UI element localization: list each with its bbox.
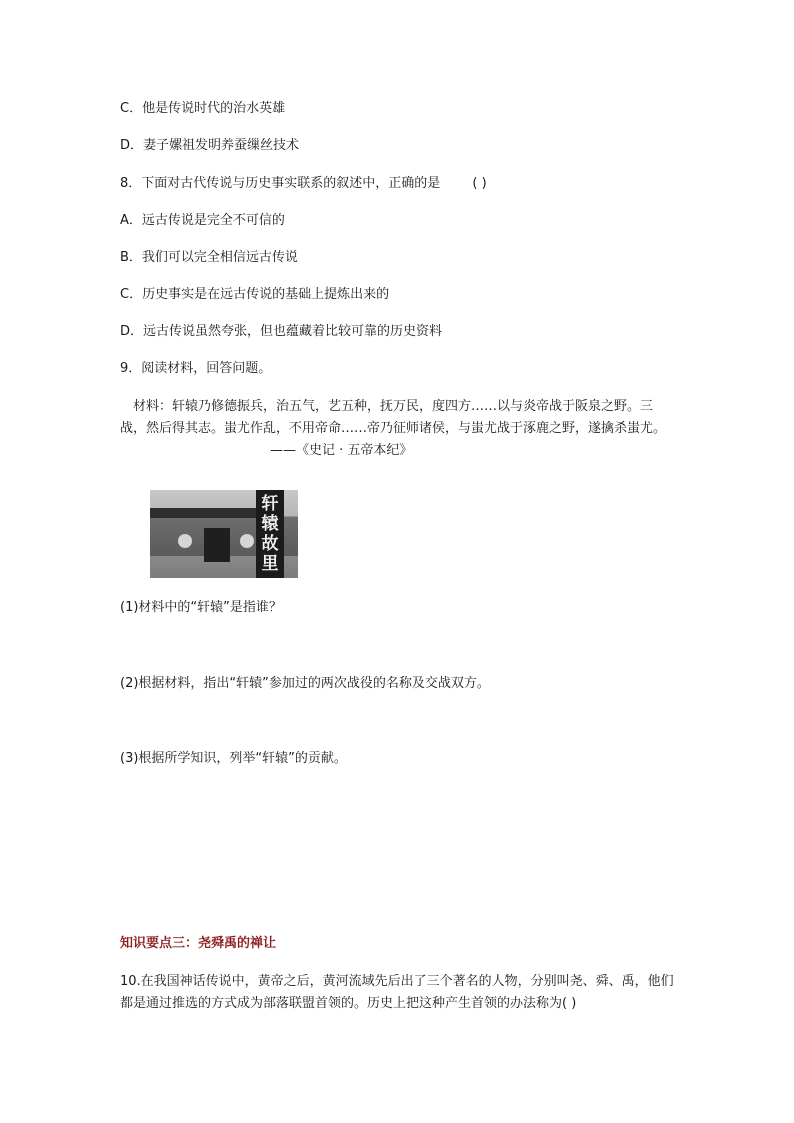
question-8-option-d: D．远古传说虽然夸张，但也蕴藏着比较可靠的历史资料 [120,324,443,339]
photo-gate [204,528,230,562]
photo-roof [150,508,262,518]
question-8-option-a: A．远古传说是完全不可信的 [120,213,285,228]
question-9-sub-3: (3)根据所学知识，列举“轩辕”的贡献。 [120,751,347,766]
photo-window [240,534,254,548]
material-source: ——《史记 · 五帝本纪》 [270,443,413,458]
answer-bracket: ( ) [472,176,487,191]
material-text: 材料：轩辕乃修德振兵，治五气，艺五种，抚万民，度四方……以与炎帝战于阪泉之野。三战，然后得其志。蚩尤作乱，不用帝命……帝乃征师诸侯，与蚩尤战于涿鹿之野，遂擒杀蚩尤。 [120,399,667,436]
xuanyuan-hometown-photo [150,490,298,578]
section-3-title: 知识要点三：尧舜禹的禅让 [120,936,277,951]
stele-char: 里 [261,554,279,574]
question-7-option-d: D．妻子嫘祖发明养蚕缫丝技术 [120,138,300,153]
question-8-option-c: C．历史事实是在远古传说的基础上提炼出来的 [120,287,390,302]
question-8-option-b: B．我们可以完全相信远古传说 [120,250,298,265]
photo-stele [256,490,284,578]
question-10-stem: 10.在我国神话传说中，黄帝之后，黄河流域先后出了三个著名的人物，分别叫尧、舜、禹，他们都是通过推选的方式成为部落联盟首领的。历史上把这种产生首领的办法称为( ) [120,974,674,1011]
question-9-sub-2: (2)根据材料，指出“轩辕”参加过的两次战役的名称及交战双方。 [120,676,490,691]
question-9-sub-1: (1)材料中的“轩辕”是指谁？ [120,600,282,615]
question-9-material [120,396,675,462]
stele-char: 辕 [261,514,279,534]
question-8-stem: 8．下面对古代传说与历史事实联系的叙述中，正确的是 [120,176,441,191]
question-7-option-c: C．他是传说时代的治水英雄 [120,101,286,116]
question-9-stem: 9．阅读材料，回答问题。 [120,361,272,376]
photo-window [178,534,192,548]
stele-char: 轩 [261,494,279,514]
question-8-stem-row [120,174,487,194]
stele-char: 故 [261,534,279,554]
